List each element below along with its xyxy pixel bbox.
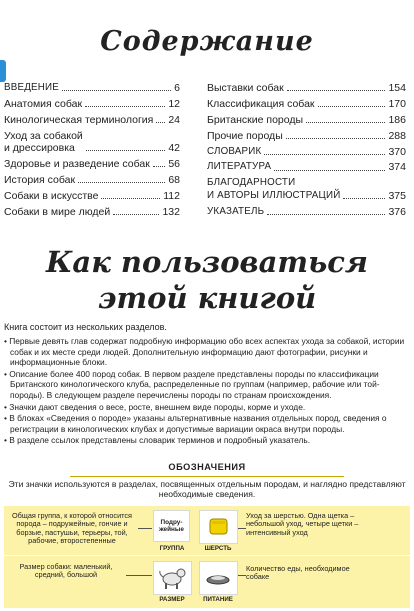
bullet-item: • Первые девять глав содержат подробную информацию обо всех аспектах ухода за собакой, истории собак и их месте среди людей. Дополнительную информацию дают фотографии, рисунки и информационные блоки. [4,336,405,368]
toc-entry-page: 12 [168,97,180,110]
toc-entry [207,146,406,158]
toc-left-column [4,82,180,221]
coat-caption: ШЕРСТЬ [204,545,232,552]
bullet-item: • Значки дают сведения о весе, росте, внешнем виде породы, корме и уходе. [4,401,306,412]
coat-leader-line [238,528,246,529]
toc-entry [207,82,406,94]
toc-entry-label: История собак [4,173,76,186]
toc-entry-label: Кинологическая терминология [4,113,154,126]
toc-entry [207,161,406,173]
toc-entry-label: Уход за собакой и дрессировка [4,129,83,154]
group-caption: ГРУППА [159,545,185,552]
toc-entry-label: Прочие породы [207,129,283,142]
howto-title-line1: Как пользоваться [46,245,368,279]
toc-entry-page: 376 [388,205,406,218]
toc-entry-label: Анатомия собак [4,97,83,110]
bullet-item: • Описание более 400 пород собак. В первом разделе представлены породы по классификации Британского кинологического клуба, распределенные по группам (например, рабочие или той-породы). В следующем разделе перечислены породы по странам происхождения. [4,368,380,400]
legend-subtitle: Эти значки используются в разделах, посвященных отдельным породам, и наглядно представляют необходимые сведения. [8,479,406,500]
toc-entry-label: СЛОВАРИК [207,145,262,157]
toc-entry-page: 132 [162,205,180,218]
toc-dot-leader [62,90,171,91]
toc-entry-label: ЛИТЕРАТУРА [207,161,272,173]
food-leader-line [238,575,246,576]
group-icon: Подру- жейные [153,510,190,542]
toc-entry-label: ВВЕДЕНИЕ [4,82,60,93]
toc-entry-page: 374 [388,161,406,174]
toc-dot-leader [287,90,386,91]
toc-entry [4,114,180,126]
toc-entry [4,82,180,94]
intro-text: Книга состоит из нескольких разделов. [4,322,167,332]
toc-entry-page: 170 [388,97,406,110]
toc-entry [4,130,180,155]
bullet-item: • В разделе ссылок представлены словарик терминов и подробный указатель. [4,435,311,446]
edge-tab-marker [0,60,6,82]
toc-entry [207,206,406,218]
food-caption: ПИТАНИЕ [203,596,233,603]
coat-brush-icon [199,510,238,544]
howto-title [0,244,414,316]
toc-dot-leader [101,198,160,199]
toc-dot-leader [156,122,165,123]
contents-title: Содержание [100,26,314,57]
food-bowl-icon [199,561,238,595]
size-dog-icon [153,561,192,595]
toc-entry-page: 375 [388,189,406,202]
toc-entry [4,206,180,218]
toc-entry-label: Британские породы [207,113,304,126]
size-caption: РАЗМЕР [159,596,185,603]
toc-entry-page: 186 [388,113,406,126]
toc-dot-leader [318,106,386,107]
legend-divider [70,476,344,477]
toc-dot-leader [343,198,385,199]
toc-entry [4,174,180,186]
toc-entry-page: 24 [168,113,180,126]
toc-entry-page: 370 [388,145,406,158]
toc-dot-leader [113,214,159,215]
toc-entry-page: 68 [168,173,180,186]
toc-entry-page: 56 [168,157,180,170]
bullet-list [4,336,408,447]
toc-entry [207,98,406,110]
toc-entry [207,114,406,126]
coat-note: Уход за шерстью. Одна щетка – небольшой уход, четыре щетки – интенсивный уход [246,511,359,537]
toc-dot-leader [86,150,166,151]
toc-entry-label: Собаки в мире людей [4,205,111,218]
legend-title: ОБОЗНАЧЕНИЯ [168,462,246,472]
bullet-item: • В блоках «Сведения о породе» указаны альтернативные названия отдельных пород, сведения о регистрации в кинологических клубах и допустимые вариации окраса внутри породы. [4,413,387,434]
toc-entry [4,98,180,110]
toc-entry-label: Собаки в искусстве [4,189,99,202]
toc-dot-leader [264,154,385,155]
size-leader-line [126,575,152,576]
toc-entry-label: БЛАГОДАРНОСТИ И АВТОРЫ ИЛЛЮСТРАЦИЙ [207,177,341,201]
toc-right-column [207,82,406,221]
toc-entry [4,158,180,170]
toc-entry-page: 288 [388,129,406,142]
toc-entry-page: 154 [388,82,406,94]
toc-entry [207,130,406,142]
group-leader-line [138,528,152,529]
toc-dot-leader [78,182,165,183]
toc-entry-label: УКАЗАТЕЛЬ [207,205,265,217]
toc-dot-leader [85,106,165,107]
toc-entry [207,177,406,202]
toc-entry [4,190,180,202]
size-note: Размер собаки: маленький, средний, большой [19,562,113,580]
toc-entry-label: Здоровье и разведение собак [4,157,150,170]
toc-entry-page: 42 [168,141,180,154]
toc-entry-page: 6 [174,82,180,94]
toc-dot-leader [274,170,385,171]
toc-dot-leader [153,166,165,167]
toc-entry-label: Классификация собак [207,97,315,110]
toc-entry-label: Выставки собак [207,82,284,94]
toc-dot-leader [267,214,385,215]
toc-entry-page: 112 [163,189,180,202]
howto-title-line2: этой книгой [97,281,317,315]
toc-dot-leader [306,122,385,123]
toc-dot-leader [286,138,386,139]
food-note: Количество еды, необходимое собаке [246,564,350,582]
group-note: Общая группа, к которой относится порода – подружейные, гончие и борзые, пастушьи, терьеры, той, рабочие, второстепенные [11,511,133,546]
